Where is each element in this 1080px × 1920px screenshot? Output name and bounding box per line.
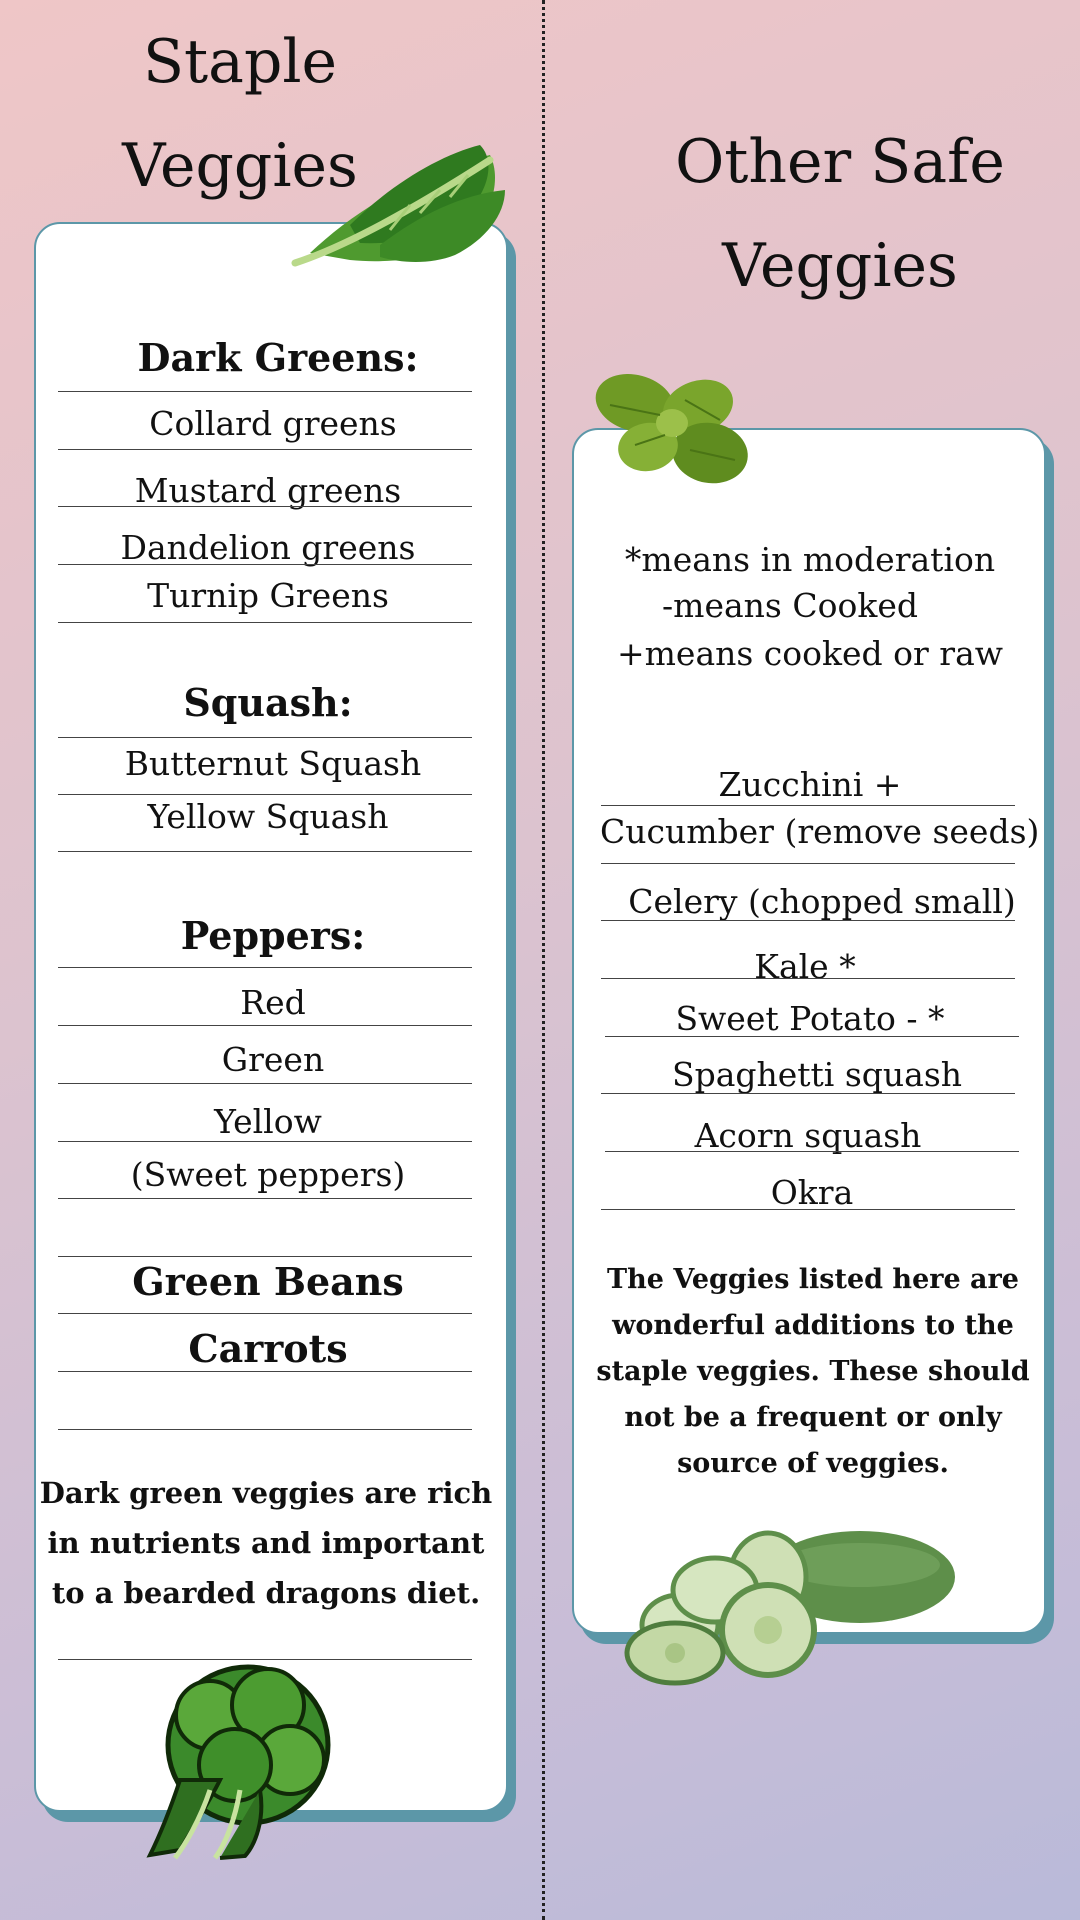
leafy-greens-icon [140, 1660, 345, 1860]
list-item: Green [221, 1040, 325, 1079]
divider-line [58, 449, 472, 450]
divider-line [601, 1209, 1015, 1210]
list-item: Zucchini + [718, 765, 902, 804]
center-dotted-divider [542, 0, 545, 1920]
legend-moderation: *means in moderation [624, 540, 996, 579]
divider-line [58, 1141, 472, 1142]
list-item: Mustard greens [134, 471, 402, 510]
list-item: Acorn squash [694, 1116, 922, 1155]
title-left-line2: Veggies [122, 131, 358, 201]
list-item: (Sweet peppers) [130, 1155, 406, 1194]
divider-line [58, 851, 472, 852]
divider-line [58, 1313, 472, 1314]
legend-cooked-or-raw: +means cooked or raw [616, 634, 1003, 673]
list-item: Yellow [214, 1102, 322, 1141]
legend-cooked: -means Cooked [662, 586, 918, 625]
carrots-heading: Carrots [188, 1326, 348, 1371]
list-item: Celery (chopped small) [628, 882, 1016, 921]
list-item: Yellow Squash [147, 797, 389, 836]
dark-greens-heading: Dark Greens: [137, 335, 419, 380]
divider-line [58, 506, 472, 507]
staple-veggies-note: Dark green veggies are rich in nutrients and important to a bearded dragons diet. [39, 1476, 493, 1610]
other-safe-veggies-title [610, 110, 1070, 318]
divider-line [58, 967, 472, 968]
divider-line [58, 391, 472, 392]
divider-line [58, 1198, 472, 1199]
squash-heading: Squash: [183, 680, 353, 725]
divider-line [605, 1151, 1019, 1152]
green-beans-heading: Green Beans [132, 1259, 404, 1304]
divider-line [58, 737, 472, 738]
cucumber-slices-icon [620, 1525, 965, 1690]
divider-line [601, 1093, 1015, 1094]
divider-line [58, 1429, 472, 1430]
divider-line [601, 863, 1015, 864]
list-item: Butternut Squash [124, 744, 422, 783]
divider-line [58, 1025, 472, 1026]
divider-line [601, 805, 1015, 806]
divider-line [58, 1256, 472, 1257]
other-veggies-note: The Veggies listed here are wonderful additions to the staple veggies. These should not be a frequent or only source of veggies. [596, 1264, 1030, 1479]
list-item: Kale * [754, 947, 856, 986]
divider-line [605, 1036, 1019, 1037]
title-right-line2: Veggies [722, 231, 958, 301]
divider-line [601, 978, 1015, 979]
list-item: Sweet Potato - * [675, 999, 945, 1038]
divider-line [58, 1371, 472, 1372]
list-item: Dandelion greens [120, 528, 416, 567]
divider-line [58, 1083, 472, 1084]
list-item: Okra [770, 1173, 854, 1212]
divider-line [601, 920, 1015, 921]
list-item: Turnip Greens [147, 576, 389, 615]
basil-leaves-icon [590, 365, 755, 490]
divider-line [58, 622, 472, 623]
list-item: Cucumber (remove seeds) [600, 812, 1040, 851]
list-item: Collard greens [149, 404, 397, 443]
kale-leaf-icon [290, 135, 515, 285]
title-left-line1: Staple [142, 27, 338, 97]
divider-line [58, 564, 472, 565]
divider-line [58, 794, 472, 795]
peppers-heading: Peppers: [180, 913, 366, 958]
title-right-line1: Other Safe [675, 127, 1005, 197]
list-item: Red [240, 983, 306, 1022]
list-item: Spaghetti squash [671, 1055, 963, 1094]
